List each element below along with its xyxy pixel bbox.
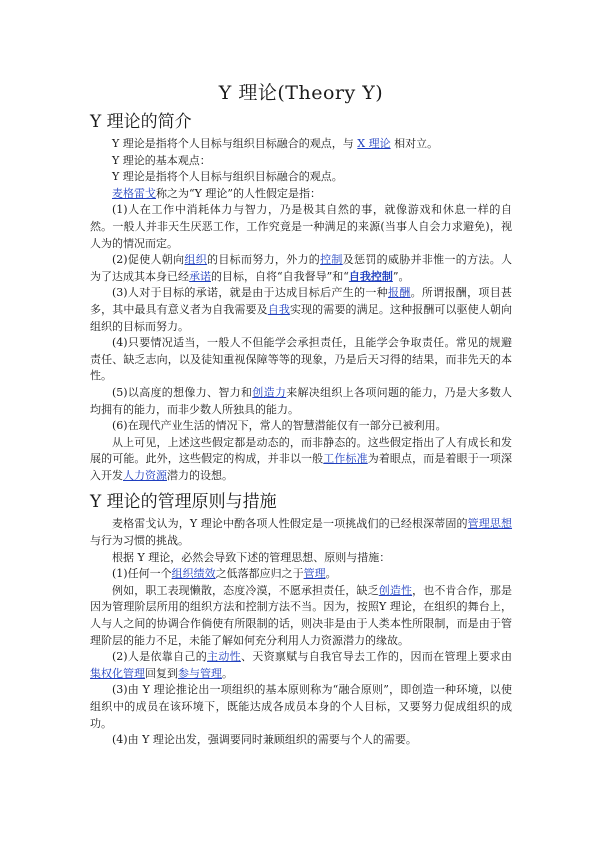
paragraph: (1)人在工作中消耗体力与智力，乃是极其自然的事，就像游戏和休息一样的自然。一般人并非天生厌恶工作，工作究竟是一种满足的来源(当事人自会力求避免)，视人为的情况而定。 xyxy=(90,203,512,250)
link-human-resources[interactable]: 人力资源 xyxy=(123,468,167,482)
link-commitment[interactable]: 承诺 xyxy=(189,269,211,283)
link-participative-management[interactable]: 参与管理 xyxy=(178,666,222,680)
link-control[interactable]: 控制 xyxy=(320,253,343,267)
link-self-control[interactable]: 自我控制 xyxy=(348,269,393,283)
paragraph: (2)促使人朝向组织的目标而努力，外力的控制及惩罚的威胁并非惟一的方法。人为了达成其本身已经承诺的目标，自将“自我督导”和“自我控制”。 xyxy=(90,253,513,283)
link-initiative[interactable]: 主动性 xyxy=(207,650,241,664)
paragraph: (3)由 Y 理论推论出一项组织的基本原则称为“融合原则”，即创造一种环境，以使组织中的成员在该环境下，既能达成各成员本身的个人目标，又要努力促成组织的成功。 xyxy=(90,683,512,730)
paragraph: (2)人是依靠自己的主动性、天资禀赋与自我官导去工作的，因而在管理上要求由集权化管理回复到参与管理。 xyxy=(90,650,512,680)
paragraph: 麦格雷戈称之为“Y 理论”的人性假定是指： xyxy=(112,186,322,200)
link-organization[interactable]: 组织 xyxy=(184,253,208,267)
section-heading-intro: Y 理论的简介 xyxy=(90,112,192,132)
paragraph: 从上可见，上述这些假定都是动态的，而非静态的。这些假定指出了人有成长和发展的可能。此外，这些假定的构成，并非以一般工作标准为着眼点，而是着眼于一项深入开发人力资源潜力的设想。 xyxy=(90,435,513,482)
paragraph: (4)由 Y 理论出发，强调要同时兼顾组织的需要与个人的需要。 xyxy=(112,733,417,747)
link-mcgregor[interactable]: 麦格雷戈 xyxy=(112,186,156,200)
link-org-performance[interactable]: 组织绩效 xyxy=(171,567,216,581)
page-title: Y 理论(Theory Y) xyxy=(218,82,384,104)
paragraph: Y 理论的基本观点： xyxy=(112,153,211,167)
paragraph: (5)以高度的想像力、智力和创造力来解决组织上各项问题的能力，乃是大多数人均拥有的能力，而非少数人所独具的能力。 xyxy=(90,385,513,416)
link-management[interactable]: 管理 xyxy=(303,567,326,581)
paragraph: 根据 Y 理论，必然会导致下述的管理思想、原则与措施： xyxy=(112,550,391,564)
link-creativeness[interactable]: 创造性 xyxy=(378,583,413,597)
link-management-thought[interactable]: 管理思想 xyxy=(467,517,513,531)
paragraph: 例如，职工表现懒散，态度冷漠，不愿承担责任，缺乏创造性，也不肯合作，那是因为管理阶层所用的组织方法和控制方法不当。因为，按照Y 理论，在组织的舞台上，人与人之间的协调合作倘使有所限制的话，则决非是由于人类本性所限制，而是由于管理阶层的能力不足，未能了解如何充分利用人力资源潜力的缘故。 xyxy=(90,583,513,647)
paragraph: Y 理论是指将个人目标与组织目标融合的观点。 xyxy=(112,170,343,184)
link-centralized-management[interactable]: 集权化管理 xyxy=(90,666,145,680)
section-heading-principles: Y 理论的管理原则与措施 xyxy=(90,492,277,513)
paragraph: 麦格雷戈认为，Y 理论中酌各项人性假定是一项挑战们的已经根深蒂固的管理思想与行为习惯的挑战。 xyxy=(90,517,513,548)
paragraph: (1)任何一个组织绩效之低落都应归之于管理。 xyxy=(112,567,337,581)
paragraph: (6)在现代产业生活的情况下，常人的智慧潜能仅有一部分已被利用。 xyxy=(112,419,447,433)
link-reward[interactable]: 报酬 xyxy=(387,286,411,300)
link-self[interactable]: 自我 xyxy=(267,302,290,316)
paragraph: (3)人对于目标的承诺，就是由于达成目标后产生的一种报酬。所谓报酬，项目甚多，其中最具有意义者为自我需要及自我实现的需要的满足。这种报酬可以驱使人朝向组织的目标而努力。 xyxy=(90,286,513,333)
paragraph: (4)只要情况适当，一般人不但能学会承担责任，且能学会争取责任。常见的规避责任、缺乏志向，以及徒知重视保障等等的现象，乃是后天习得的结果，而非先天的本性。 xyxy=(90,336,512,383)
link-x-theory[interactable]: X 理论 xyxy=(357,137,391,150)
paragraph: Y 理论是指将个人目标与组织目标融合的观点，与 X 理论 相对立。 xyxy=(112,137,439,150)
link-work-standard[interactable]: 工作标准 xyxy=(323,452,368,466)
link-creativity[interactable]: 创造力 xyxy=(252,385,287,399)
